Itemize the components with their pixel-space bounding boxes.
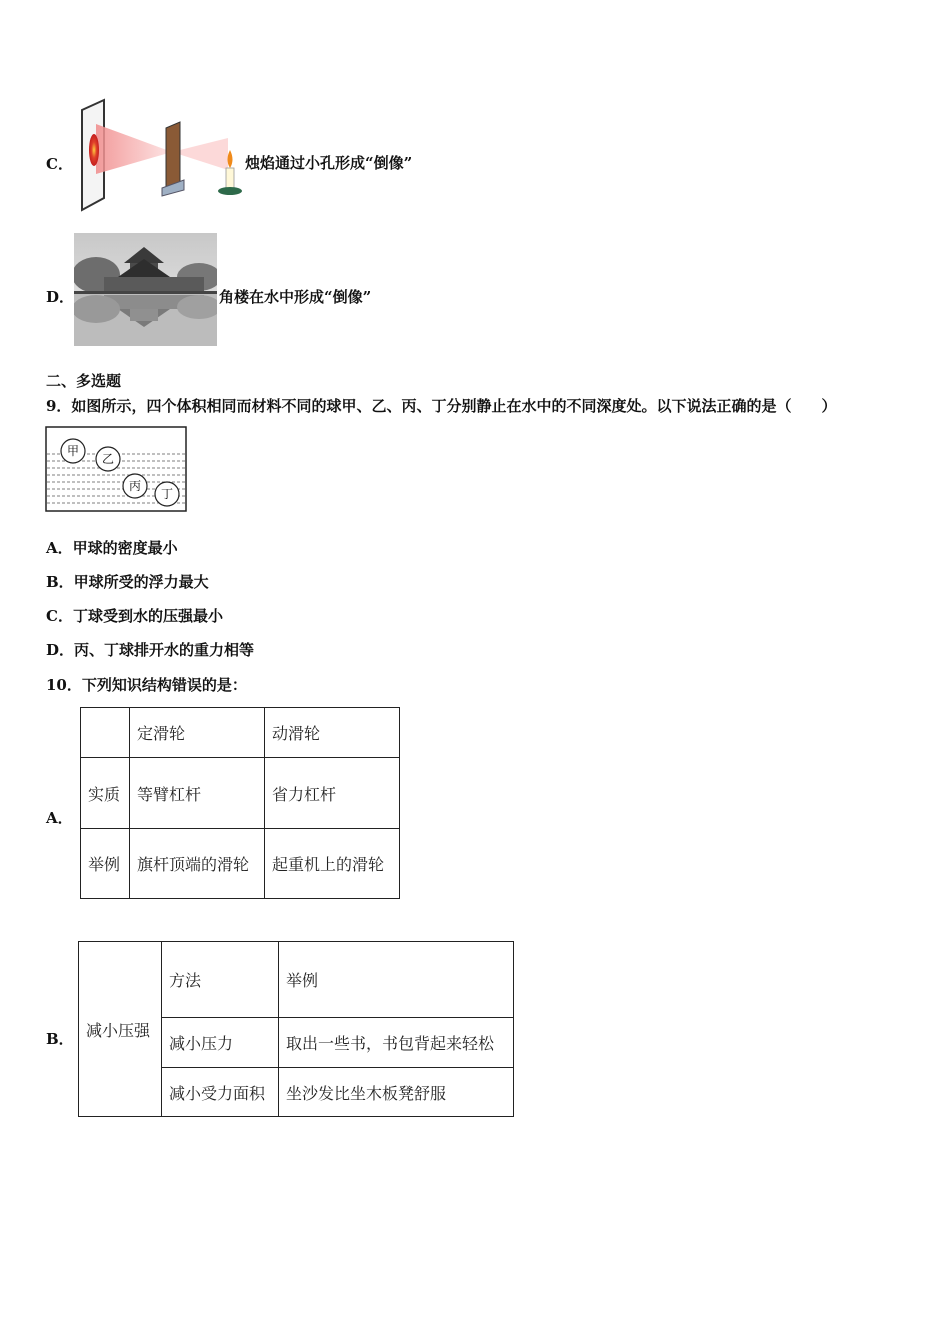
table-cell [81, 708, 130, 758]
table-cell: 坐沙发比坐木板凳舒服 [279, 1068, 514, 1117]
section-title: 二、多选题 [46, 372, 122, 390]
table-cell: 动滑轮 [265, 708, 400, 758]
q9-option-c: C．丁球受到水的压强最小 [46, 607, 223, 625]
table-cell: 实质 [81, 758, 130, 829]
table-cell: 方法 [162, 942, 279, 1018]
q9-option-a: A．甲球的密度最小 [46, 539, 178, 557]
q9-stem: 9．如图所示，四个体积相同而材料不同的球甲、乙、丙、丁分别静止在水中的不同深度处。以下说法正确的是（ ） [46, 397, 837, 415]
option-d-letter: D． [46, 288, 75, 306]
option-d-caption: 角楼在水中形成“倒像” [219, 288, 372, 306]
ball-label: 丙 [128, 479, 142, 493]
table-cell: 减小压强 [79, 942, 162, 1117]
table-cell: 定滑轮 [130, 708, 265, 758]
ball-label: 乙 [101, 452, 115, 466]
option-c-letter: C． [46, 155, 73, 173]
option-c-caption: 烛焰通过小孔形成“倒像” [245, 154, 413, 172]
reduce-pressure-table [78, 941, 514, 1117]
pulley-comparison-table [80, 707, 400, 899]
pinhole-camera-figure [76, 98, 246, 214]
table-cell: 旗杆顶端的滑轮 [130, 829, 265, 899]
q9-option-b: B．甲球所受的浮力最大 [46, 573, 209, 591]
q9-option-d: D．丙、丁球排开水的重力相等 [46, 641, 255, 659]
table-cell: 等臂杠杆 [130, 758, 265, 829]
table-cell: 省力杠杆 [265, 758, 400, 829]
table-cell: 取出一些书，书包背起来轻松 [279, 1018, 514, 1068]
table-cell: 举例 [81, 829, 130, 899]
corner-tower-reflection-photo [74, 233, 217, 346]
ball-label: 丁 [160, 487, 174, 501]
table-cell: 举例 [279, 942, 514, 1018]
balls-in-water-figure [45, 426, 187, 512]
q10-option-b-letter: B． [46, 1030, 74, 1048]
q10-option-a-letter: A． [46, 809, 73, 827]
table-cell: 减小受力面积 [162, 1068, 279, 1117]
table-cell: 减小压力 [162, 1018, 279, 1068]
ball-label: 甲 [66, 444, 80, 458]
table-cell: 起重机上的滑轮 [265, 829, 400, 899]
q10-stem: 10．下列知识结构错误的是： [46, 676, 247, 694]
